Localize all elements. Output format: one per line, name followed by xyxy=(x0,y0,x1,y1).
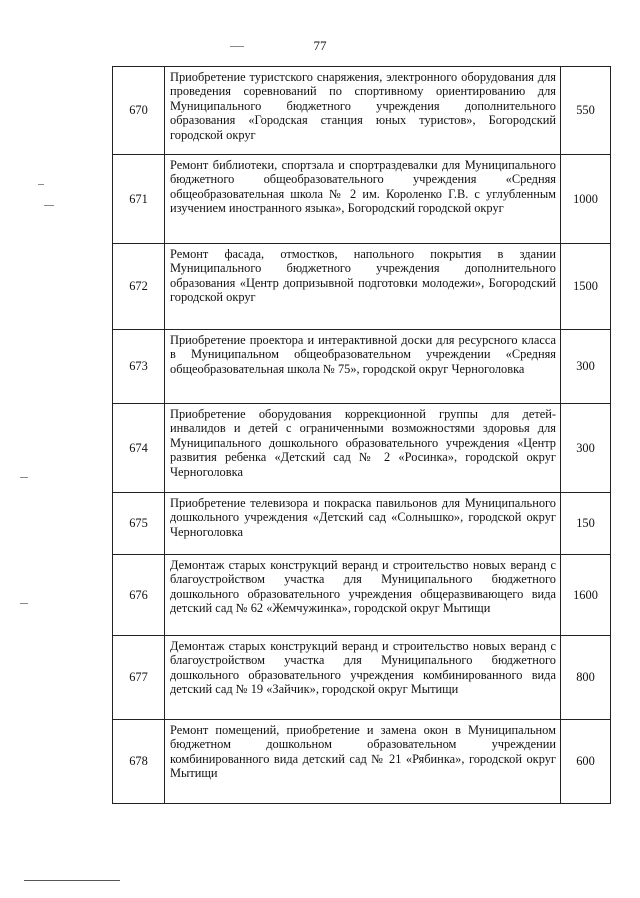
scan-mark xyxy=(38,184,44,185)
scan-mark xyxy=(44,205,54,206)
table-row xyxy=(113,155,611,244)
row-amount: 800 xyxy=(561,636,611,720)
row-description: Демонтаж старых конструкций веранд и строительство новых веранд с благоустройством участка для Муниципального бюджетного дошкольного образовательного учреждения общеразвивающего вида детский сад № 62 «Жемчужинка», городской округ Мытищи xyxy=(165,555,561,636)
footnote-rule xyxy=(24,880,120,881)
row-amount: 600 xyxy=(561,720,611,804)
row-number: 672 xyxy=(113,244,165,330)
scan-mark xyxy=(230,46,244,47)
row-number: 674 xyxy=(113,404,165,493)
row-description: Демонтаж старых конструкций веранд и строительство новых веранд с благоустройством участка для Муниципального бюджетного дошкольного образовательного учреждения комбинированного вида детский сад № 19 «Зайчик», городской округ Мытищи xyxy=(165,636,561,720)
row-amount: 1600 xyxy=(561,555,611,636)
appropriations-table xyxy=(112,66,611,804)
page-number: 77 xyxy=(313,38,327,53)
row-description: Приобретение телевизора и покраска павильонов для Муниципального дошкольного учреждения «Детский сад «Солнышко», городской округ Черноголовка xyxy=(165,493,561,555)
row-description: Ремонт фасада, отмостков, напольного покрытия в здании Муниципального бюджетного учреждения дополнительного образования «Центр допризывной подготовки молодежи», Богородский городской округ xyxy=(165,244,561,330)
table-row xyxy=(113,555,611,636)
row-description: Ремонт помещений, приобретение и замена окон в Муниципальном бюджетном дошкольном образовательном учреждении комбинированного вида детский сад № 21 «Рябинка», городской округ Мытищи xyxy=(165,720,561,804)
row-number: 676 xyxy=(113,555,165,636)
row-amount: 550 xyxy=(561,67,611,155)
row-description: Приобретение оборудования коррекционной группы для детей-инвалидов и детей с ограниченными возможностями здоровья для Муниципального дошкольного образовательного учреждения «Центр развития ребенка «Детский сад № 2 «Росинка», городской округ Черноголовка xyxy=(165,404,561,493)
table-row xyxy=(113,330,611,404)
row-amount: 150 xyxy=(561,493,611,555)
row-description: Приобретение туристского снаряжения, электронного оборудования для проведения соревнований по спортивному ориентированию для Муниципального бюджетного учреждения дополнительного образования «Городская станция юных туристов», Богородский городской округ xyxy=(165,67,561,155)
table-row xyxy=(113,67,611,155)
scan-mark xyxy=(20,603,28,604)
row-amount: 1000 xyxy=(561,155,611,244)
row-number: 675 xyxy=(113,493,165,555)
row-number: 673 xyxy=(113,330,165,404)
row-number: 671 xyxy=(113,155,165,244)
row-amount: 1500 xyxy=(561,244,611,330)
row-description: Ремонт библиотеки, спортзала и спортраздевалки для Муниципального бюджетного общеобразовательного учреждения «Средняя общеобразовательная школа № 2 им. Короленко Г.В. с углубленным изучением иностранного языка», Богородский городской округ xyxy=(165,155,561,244)
table-row xyxy=(113,636,611,720)
table-row xyxy=(113,720,611,804)
table-row xyxy=(113,493,611,555)
row-number: 677 xyxy=(113,636,165,720)
row-amount: 300 xyxy=(561,404,611,493)
row-number: 678 xyxy=(113,720,165,804)
row-number: 670 xyxy=(113,67,165,155)
scan-mark xyxy=(20,477,28,478)
row-description: Приобретение проектора и интерактивной доски для ресурсного класса в Муниципальном общеобразовательном учреждении «Средняя общеобразовательная школа № 75», городской округ Черноголовка xyxy=(165,330,561,404)
row-amount: 300 xyxy=(561,330,611,404)
table-row xyxy=(113,244,611,330)
table-row xyxy=(113,404,611,493)
